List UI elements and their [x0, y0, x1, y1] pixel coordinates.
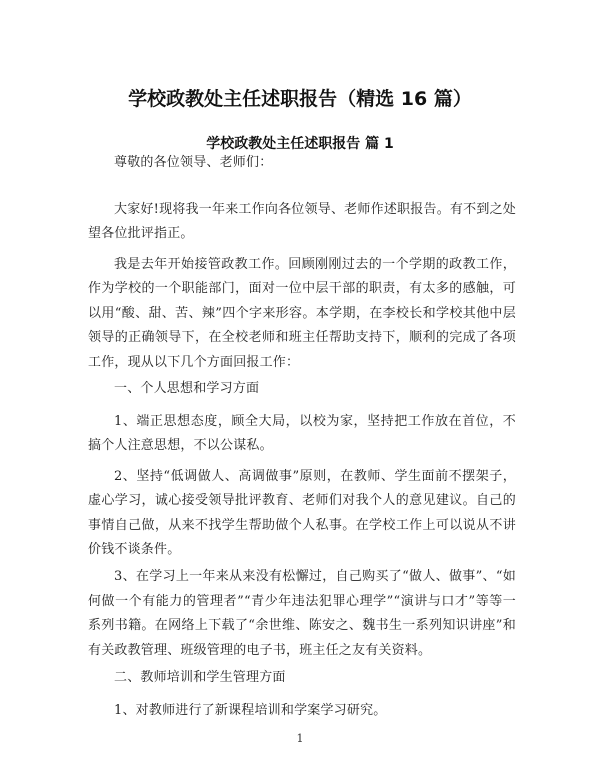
body-paragraph: 2、坚持“低调做人、高调做事”原则，在教师、学生面前不摆架子，虚心学习，诚心接受领导批评教育、老师们对我个人的意见建议。自己的事情自己做，从来不找学生帮助做个人私事。在学校工作上可以说从不讲价钱不谈条件。	[88, 468, 516, 558]
section-heading: 二、教师培训和学生管理方面	[114, 670, 286, 686]
page-number: 1	[296, 732, 304, 745]
body-paragraph: 3、在学习上一年来从来没有松懈过，自己购买了“做人、做事”、“如何做一个有能力的管理者”“青少年违法犯罪心理学”“演讲与口才”等等一系列书籍。在网络上下载了“余世维、陈安之、魏书生一系列知识讲座”和有关政教管理、班级管理的电子书，班主任之友有关资料。	[88, 569, 516, 658]
section-heading: 一、个人思想和学习方面	[114, 380, 260, 396]
body-paragraph: 大家好!现将我一年来工作向各位领导、老师作述职报告。有不到之处望各位批评指正。	[88, 201, 516, 242]
salutation-paragraph: 尊敬的各位领导、老师们：	[114, 155, 273, 171]
body-paragraph: 我是去年开始接管政教工作。回顾刚刚过去的一个学期的政教工作，作为学校的一个职能部门，面对一位中层干部的职责，有太多的感触，可以用“酸、甜、苦、辣”四个字来形容。本学期，在李校长和学校其他中层领导的正确领导下，在全校老师和班主任帮助支持下，顺利的完成了各项工作，现从以下几个方面回报工作：	[88, 256, 516, 370]
section-title: 学校政教处主任述职报告 篇 1	[206, 136, 394, 152]
document-title: 学校政教处主任述职报告（精选 16 篇）	[128, 88, 472, 110]
body-paragraph: 1、端正思想态度，顾全大局，以校为家，坚持把工作放在首位，不搞个人注意思想，不以公谋私。	[88, 413, 516, 453]
body-paragraph: 1、对教师进行了新课程培训和学案学习研究。	[114, 702, 387, 718]
